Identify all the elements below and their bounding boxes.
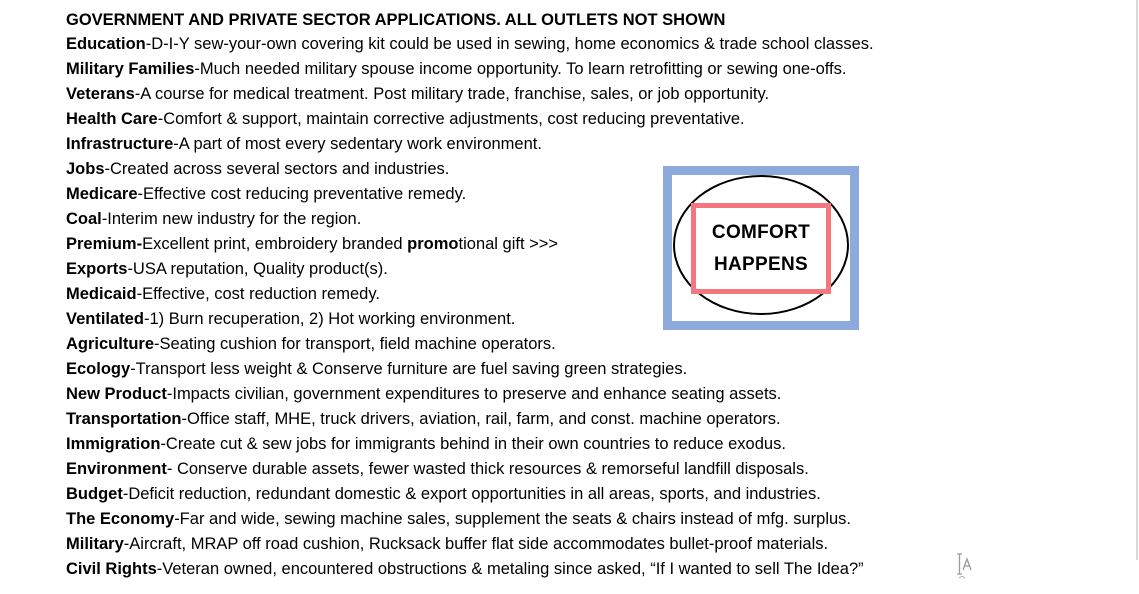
list-item-term: Education <box>66 35 146 53</box>
list-item-text: -Created across several sectors and industries. <box>104 160 450 178</box>
list-item-text: -Interim new industry for the region. <box>101 210 362 228</box>
list-item-term: Immigration <box>66 435 161 453</box>
comfort-callout-box <box>691 203 831 294</box>
list-item-term: Military Families <box>66 60 195 78</box>
list-item-text: -Impacts civilian, government expenditures to preserve and enhance seating assets. <box>166 385 782 403</box>
callout-line-1: COMFORT <box>711 221 811 243</box>
list-item <box>66 182 1126 207</box>
list-item-text: -A course for medical treatment. Post military trade, franchise, sales, or job opportunity. <box>134 85 770 103</box>
list-item <box>66 132 1126 157</box>
list-item-term: Ventilated <box>66 310 144 328</box>
list-item-term: Agriculture <box>66 335 155 353</box>
list-item-term: The Economy <box>66 510 175 528</box>
page-edge-divider <box>1136 0 1138 560</box>
list-item-term: Exports <box>66 260 128 278</box>
text-edit-cursor-icon <box>954 550 976 584</box>
list-item <box>66 482 1126 507</box>
list-item <box>66 82 1126 107</box>
list-item <box>66 382 1126 407</box>
list-item-term: Transportation <box>66 410 182 428</box>
list-item-term: Medicaid <box>66 285 137 303</box>
list-item-text: -Office staff, MHE, truck drivers, aviation, rail, farm, and const. machine operators. <box>181 410 781 428</box>
list-item-text: -Effective, cost reduction remedy. <box>136 285 380 303</box>
list-item <box>66 357 1126 382</box>
list-item-text: -A part of most every sedentary work environment. <box>173 135 542 153</box>
list-item-text: -Transport less weight & Conserve furniture are fuel saving green strategies. <box>130 360 688 378</box>
list-item <box>66 207 1126 232</box>
list-item <box>66 457 1126 482</box>
list-item <box>66 232 1126 257</box>
list-item-text: -Veteran owned, encountered obstructions & metaling since asked, “If I wanted to sell The Idea?” <box>156 560 864 578</box>
list-item-term: Jobs <box>66 160 105 178</box>
list-item-text: -Effective cost reducing preventative remedy. <box>137 185 467 203</box>
list-item <box>66 157 1126 182</box>
list-item-term: Environment <box>66 460 167 478</box>
list-item-text: Excellent print, embroidery branded <box>142 235 408 253</box>
list-item <box>66 257 1126 282</box>
list-item-text: -Aircraft, MRAP off road cushion, Rucksack buffer flat side accommodates bullet-proof materials. <box>123 535 829 553</box>
list-item-term: Civil Rights <box>66 560 157 578</box>
list-item-text: -Deficit reduction, redundant domestic & export opportunities in all areas, sports, and industries. <box>122 485 821 503</box>
list-item-text: -Much needed military spouse income opportunity. To learn retrofitting or sewing one-offs. <box>194 60 847 78</box>
list-item-term: Premium- <box>66 235 143 253</box>
list-item-term: New Product <box>66 385 167 403</box>
list-item <box>66 432 1126 457</box>
list-item-bold-fragment: promo <box>407 235 459 253</box>
list-item <box>66 282 1126 307</box>
list-item <box>66 332 1126 357</box>
list-item-text: -Seating cushion for transport, field machine operators. <box>154 335 556 353</box>
list-item-term: Infrastructure <box>66 135 174 153</box>
document-heading: GOVERNMENT AND PRIVATE SECTOR APPLICATIONS. ALL OUTLETS NOT SHOWN <box>66 11 726 29</box>
list-item-text: - Conserve durable assets, fewer wasted thick resources & remorseful landfill disposals. <box>166 460 809 478</box>
list-item-term: Veterans <box>66 85 135 103</box>
list-item-text: -Create cut & sew jobs for immigrants behind in their own countries to reduce exodus. <box>160 435 786 453</box>
list-item <box>66 307 1126 332</box>
list-item <box>66 107 1126 132</box>
list-item-text-after: tional gift >>> <box>458 235 559 253</box>
list-item-text: -Comfort & support, maintain corrective adjustments, cost reducing preventative. <box>157 110 745 128</box>
list-item-term: Ecology <box>66 360 131 378</box>
list-item-text: -Far and wide, sewing machine sales, supplement the seats & chairs instead of mfg. surplus. <box>174 510 852 528</box>
list-item-term: Military <box>66 535 124 553</box>
list-item-term: Coal <box>66 210 102 228</box>
list-item-text: -1) Burn recuperation, 2) Hot working environment. <box>143 310 516 328</box>
list-item-text: -USA reputation, Quality product(s). <box>127 260 388 278</box>
list-item-text: -D-I-Y sew-your-own covering kit could be used in sewing, home economics & trade school classes. <box>145 35 874 53</box>
document-body <box>66 8 1126 582</box>
list-item <box>66 57 1126 82</box>
list-item <box>66 32 1126 57</box>
list-item-term: Medicare <box>66 185 138 203</box>
list-item <box>66 507 1126 532</box>
list-item-term: Health Care <box>66 110 158 128</box>
list-item <box>66 407 1126 432</box>
list-item-term: Budget <box>66 485 123 503</box>
callout-line-2: HAPPENS <box>714 253 808 275</box>
